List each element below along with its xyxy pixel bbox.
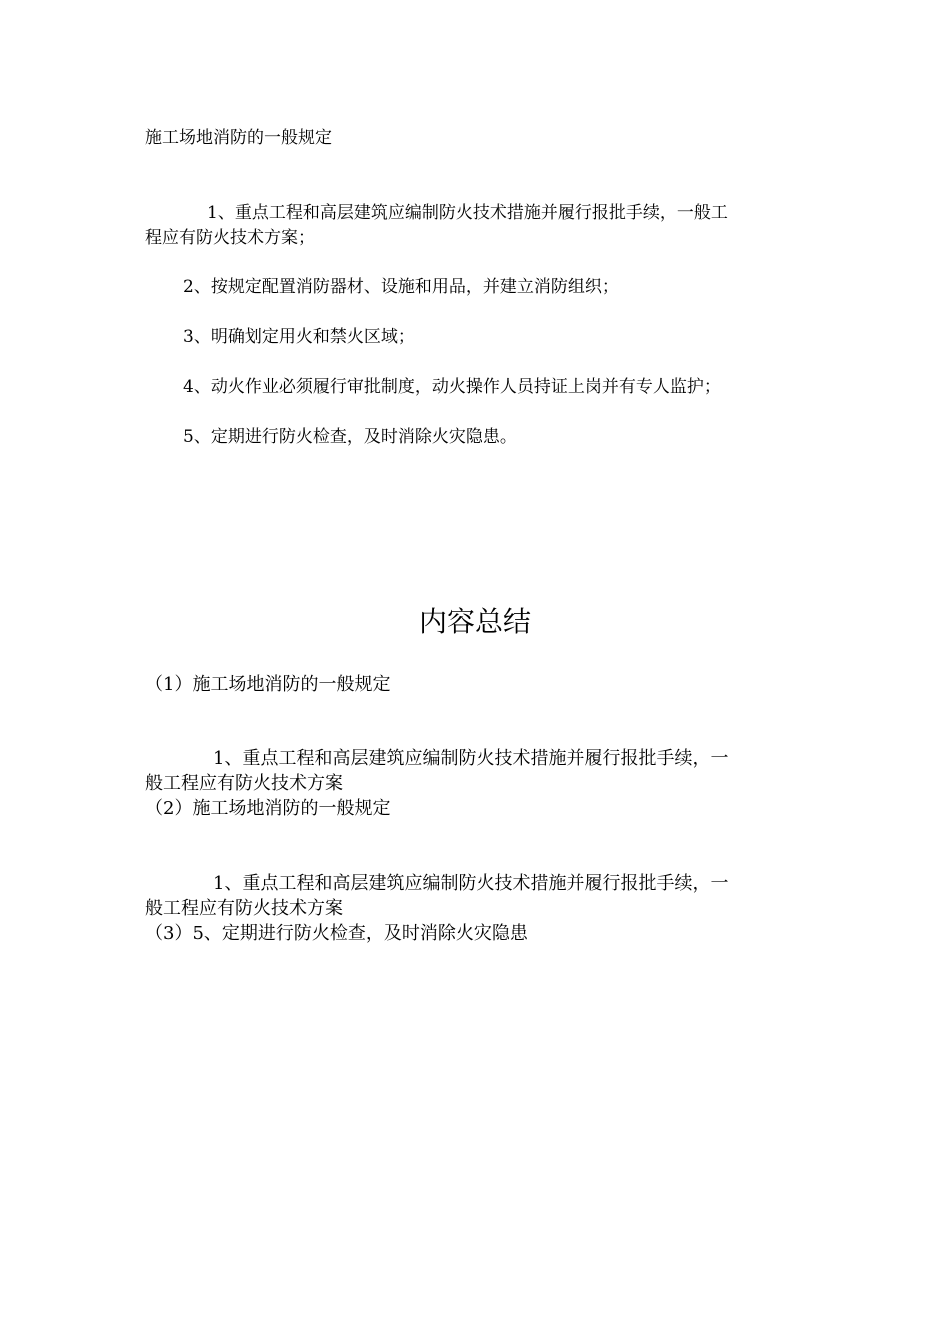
summary-item-2-line-1: 1、重点工程和高层建筑应编制防火技术措施并履行报批手续，一 (213, 873, 729, 894)
rule-1-line-2: 程应有防火技术方案； (145, 228, 315, 248)
summary-item-1-title: （1）施工场地消防的一般规定 (145, 674, 391, 695)
summary-item-2-title: （2）施工场地消防的一般规定 (145, 798, 391, 819)
rule-3: 3、明确划定用火和禁火区域； (183, 327, 415, 347)
section-title: 施工场地消防的一般规定 (145, 128, 332, 148)
summary-item-2-line-2: 般工程应有防火技术方案 (145, 898, 343, 919)
rule-2: 2、按规定配置消防器材、设施和用品，并建立消防组织； (183, 277, 619, 297)
rule-1-line-1: 1、重点工程和高层建筑应编制防火技术措施并履行报批手续，一般工 (207, 203, 728, 223)
rule-5: 5、定期进行防火检查，及时消除火灾隐患。 (183, 427, 517, 447)
summary-item-3-title: （3）5、定期进行防火检查，及时消除火灾隐患 (145, 923, 528, 944)
summary-item-1-line-1: 1、重点工程和高层建筑应编制防火技术措施并履行报批手续，一 (213, 748, 729, 769)
summary-item-1-line-2: 般工程应有防火技术方案 (145, 773, 343, 794)
rule-4: 4、动火作业必须履行审批制度，动火操作人员持证上岗并有专人监护； (183, 377, 721, 397)
summary-heading: 内容总结 (418, 605, 531, 638)
